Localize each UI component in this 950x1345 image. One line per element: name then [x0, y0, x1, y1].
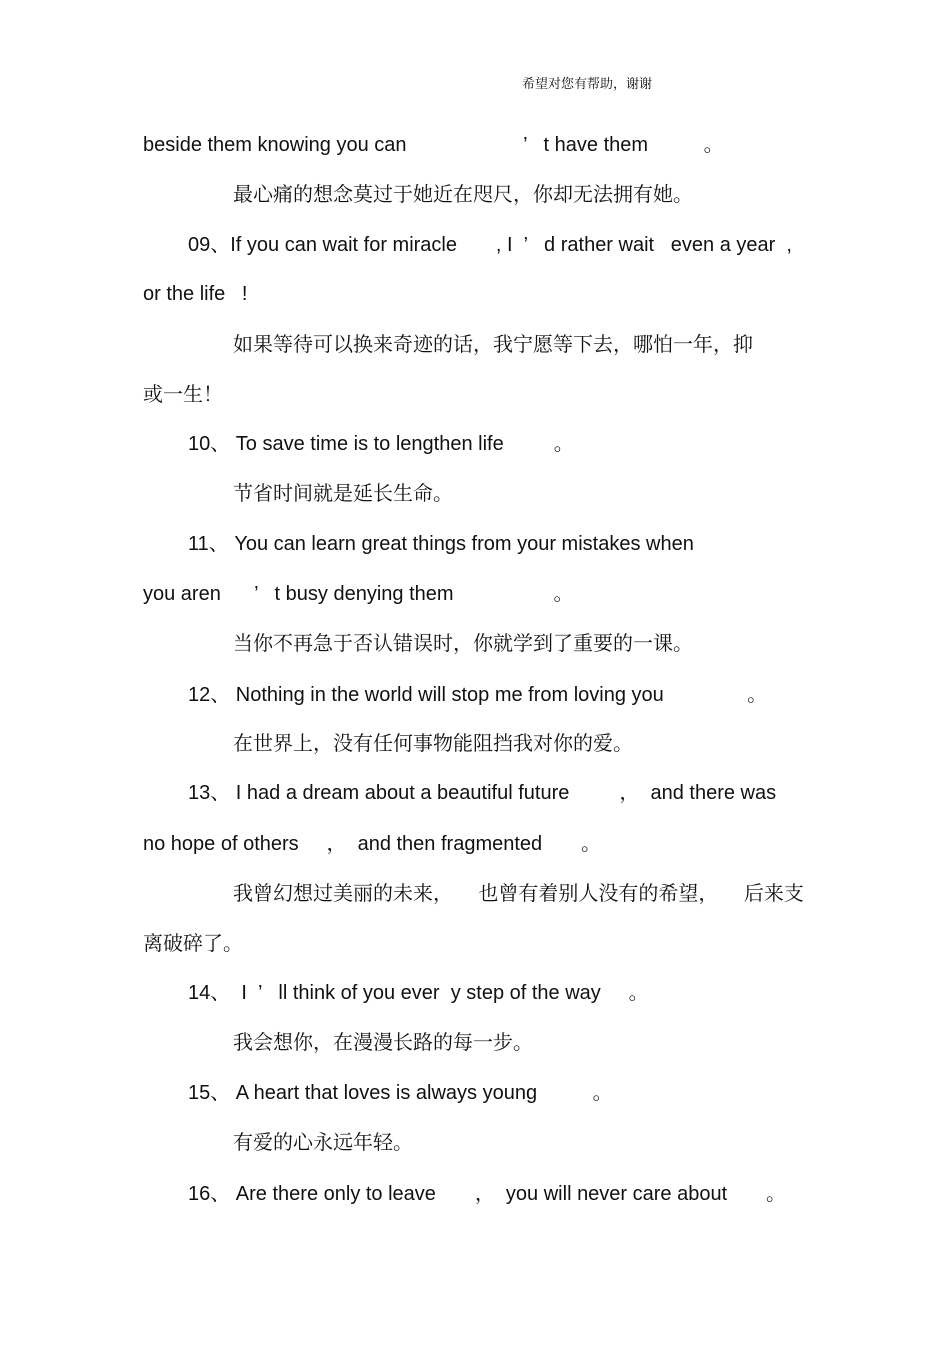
text-line: 10、 To save time is to lengthen life 。	[188, 433, 574, 455]
text-line: 如果等待可以换来奇迹的话，我宁愿等下去，哪怕一年，抑	[233, 332, 753, 356]
text-line: 在世界上，没有任何事物能阻挡我对你的爱。	[233, 731, 633, 755]
text-line: 我会想你，在漫漫长路的每一步。	[233, 1030, 533, 1054]
text-line: 节省时间就是延长生命。	[233, 481, 453, 505]
text-line: or the life !	[143, 283, 248, 305]
text-line: 有爱的心永远年轻。	[233, 1130, 413, 1154]
text-line: beside them knowing you can ’ t have them 。	[143, 134, 724, 156]
text-line: 09、If you can wait for miracle , I ’ d rather wait even a year ,	[188, 234, 792, 256]
text-line: 16、 Are there only to leave ， you will never care about 。	[188, 1183, 787, 1205]
text-line: you aren ’ t busy denying them 。	[143, 583, 574, 605]
page-header: 希望对您有帮助，谢谢	[522, 77, 653, 92]
text-line: 13、 I had a dream about a beautiful future ， and there was	[188, 782, 777, 804]
text-line: 当你不再急于否认错误时，你就学到了重要的一课。	[233, 631, 693, 655]
text-line: 或一生！	[143, 382, 223, 406]
text-line: 11、 You can learn great things from your mistakes when	[188, 533, 694, 555]
text-line: 最心痛的想念莫过于她近在咫尺，你却无法拥有她。	[233, 182, 693, 206]
text-line: no hope of others ， and then fragmented 。	[143, 833, 602, 855]
text-line: 12、 Nothing in the world will stop me from loving you 。	[188, 684, 768, 706]
text-line: 我曾幻想过美丽的未来， 也曾有着别人没有的希望， 后来支	[233, 881, 804, 905]
text-line: 15、 A heart that loves is always young 。	[188, 1082, 613, 1104]
text-line: 离破碎了。	[143, 931, 243, 955]
text-line: 14、 I ’ ll think of you ever y step of the way 。	[188, 982, 649, 1004]
